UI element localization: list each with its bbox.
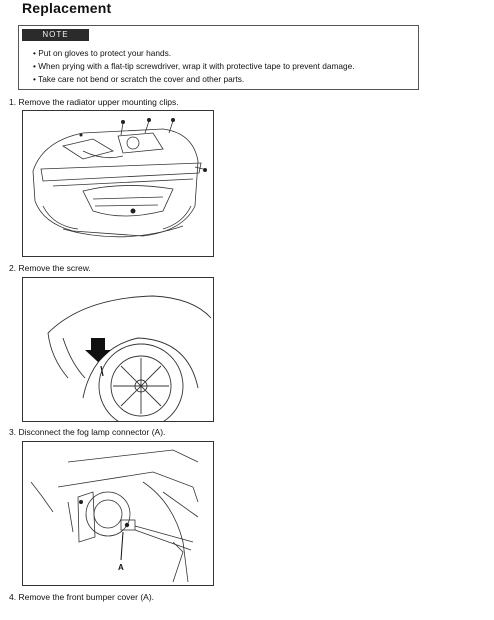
page-title: Replacement [22, 0, 112, 16]
step-2-text: 2. Remove the screw. [9, 263, 91, 273]
note-bullet: • Put on gloves to protect your hands. [33, 48, 172, 58]
note-bullet: • Take care not bend or scratch the cover and other parts. [33, 74, 245, 84]
step-1-text: 1. Remove the radiator upper mounting clips. [9, 97, 179, 107]
figure-screw [22, 277, 214, 422]
screw-illustration [23, 278, 213, 421]
callout-label-a: A [118, 563, 124, 572]
figure-fog-lamp-connector [22, 441, 214, 586]
step-4-text: 4. Remove the front bumper cover (A). [9, 592, 155, 602]
note-bullet: • When prying with a flat-tip screwdriver, wrap it with protective tape to prevent damage. [33, 61, 355, 71]
figure-radiator-clips [22, 110, 214, 257]
fog-lamp-illustration [23, 442, 213, 585]
note-box [18, 25, 419, 90]
radiator-clips-illustration [23, 111, 213, 256]
arrow-down-icon [85, 338, 111, 362]
step-3-text: 3. Disconnect the fog lamp connector (A). [9, 427, 166, 437]
note-tag: NOTE [22, 29, 89, 41]
